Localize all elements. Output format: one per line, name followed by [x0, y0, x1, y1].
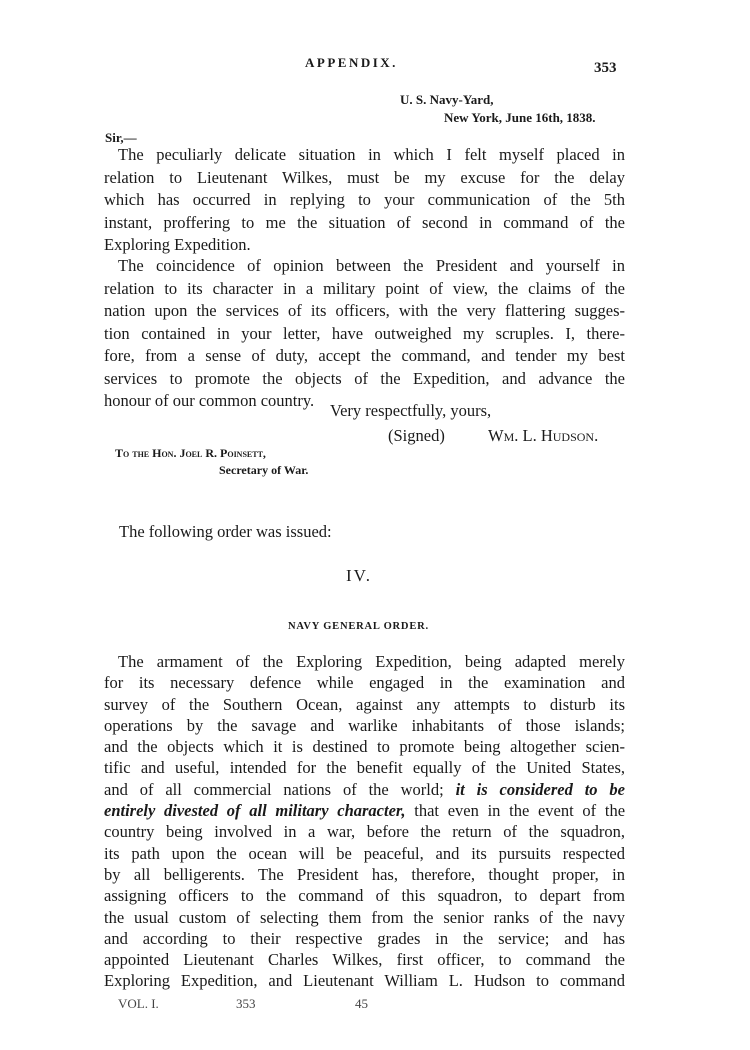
letter-salutation: Sir,—	[105, 130, 137, 145]
text-line: Exploring Expedition.	[104, 235, 251, 254]
text-line: instant, proffering to me the situation of second in command of the	[104, 212, 625, 232]
text-line: relation to its character in a military point of view, the claims of the	[104, 278, 625, 298]
letter-paragraph-2	[104, 255, 625, 413]
text-line: services to promote the objects of the Expedition, and advance the	[104, 368, 625, 388]
text-line	[104, 779, 625, 800]
page-number: 353	[594, 60, 617, 76]
text-line: operations by the savage and warlike inhabitants of those islands;	[104, 715, 625, 735]
letter-address-line2: New York, June 16th, 1838.	[444, 110, 596, 125]
text-line: The armament of the Exploring Expedition, being adapted merely	[118, 652, 625, 671]
text-segment: that even in the event of the	[414, 801, 626, 821]
text-line: assigning officers to the command of this squadron, to depart from	[104, 886, 625, 906]
running-head: APPENDIX.	[305, 55, 398, 70]
text-line: The peculiarly delicate situation in which I felt myself placed in	[118, 145, 625, 164]
letter-paragraph-1	[104, 144, 625, 257]
text-line: nation upon the services of its officers, with the very flattering sugges-	[104, 301, 625, 320]
order-paragraph	[104, 651, 625, 992]
italic-phrase: entirely divested of all military character,	[104, 801, 406, 821]
text-line: fore, from a sense of duty, accept the command, and tender my best	[104, 346, 625, 365]
letter-address-line1: U. S. Navy-Yard,	[400, 92, 494, 107]
text-line: and the objects which it is destined to promote being altogether scien-	[104, 737, 625, 757]
text-segment: and of all commercial nations of the world;	[104, 779, 444, 799]
order-intro: The following order was issued:	[119, 522, 332, 541]
text-line: the usual custom of selecting them from the senior ranks of the navy	[104, 907, 625, 927]
letter-addressee-line2: Secretary of War.	[219, 463, 309, 477]
text-line	[104, 800, 625, 821]
footer-signature-mark: 353	[236, 996, 256, 1011]
text-line: its path upon the ocean will be peaceful, and its pursuits respected	[104, 843, 625, 863]
text-line: appointed Lieutenant Charles Wilkes, first officer, to command the	[104, 950, 625, 970]
footer-volume: VOL. I.	[118, 996, 159, 1011]
text-line: The coincidence of opinion between the President and yourself in	[118, 256, 625, 275]
section-number: IV.	[346, 566, 372, 585]
text-line: country being involved in a war, before the return of the squadron,	[104, 822, 625, 842]
text-line: tion contained in your letter, have outweighed my scruples. I, there-	[104, 323, 625, 343]
text-line: relation to Lieutenant Wilkes, must be my excuse for the delay	[104, 167, 625, 187]
text-line: for its necessary defence while engaged in the examination and	[104, 673, 625, 693]
letter-closing: Very respectfully, yours,	[330, 401, 492, 420]
text-line: which has occurred in replying to your communication of the 5th	[104, 190, 625, 209]
text-line: survey of the Southern Ocean, against any attempts to disturb its	[104, 694, 625, 714]
italic-phrase: it is considered to be	[455, 779, 625, 799]
section-title: NAVY GENERAL ORDER.	[288, 621, 429, 632]
text-line: Exploring Expedition, and Lieutenant William L. Hudson to command	[104, 971, 625, 991]
text-line: tific and useful, intended for the benefit equally of the United States,	[104, 758, 625, 778]
letter-addressee-line1: To the Hon. Joel R. Poinsett,	[115, 446, 266, 460]
letter-signed-mark: (Signed)	[388, 426, 445, 445]
text-line: honour of our common country.	[104, 391, 315, 410]
text-line: and according to their respective grades in the service; and has	[104, 928, 625, 948]
letter-signature: Wm. L. Hudson.	[488, 426, 599, 445]
text-line: by all belligerents. The President has, therefore, thought proper, in	[104, 864, 625, 884]
footer-gathering-number: 45	[355, 996, 368, 1011]
